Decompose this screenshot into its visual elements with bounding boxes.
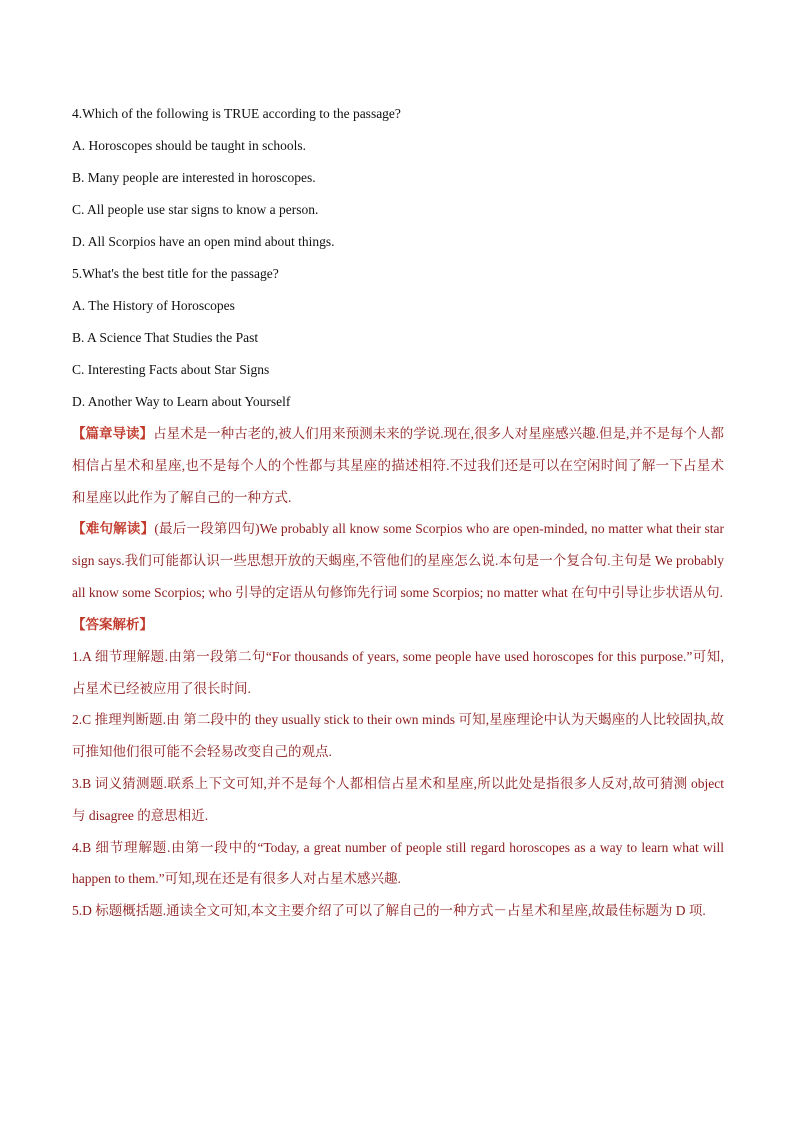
answer-2: 2.C 推理判断题.由 第二段中的 they usually stick to their own minds 可知,星座理论中认为天蝎座的人比较固执,故可推知他们很可能不会轻易改变自己的观点. [72,712,724,760]
guide-header: 【篇章导读】 [72,426,154,441]
difficult-text: (最后一段第四句)We probably all know some Scorpios who are open-minded, no matter what their star sign says.我们可能都认识一些思想开放的天蝎座,不管他们的星座怎么说.本句是一个复合句.主句是 We probably all know some Scorpios; who 引导的定语从句修饰先行词 some Scorpios; no matter what 在句中引导让步状语从句. [72,521,724,600]
answer-3: 3.B 词义猜测题.联系上下文可知,并不是每个人都相信占星术和星座,所以此处是指很多人反对,故可猜测 object 与 disagree 的意思相近. [72,775,724,823]
answers-header: 【答案解析】 [72,616,153,632]
document-page [72,98,724,927]
question-4-option-c: C. All people use star signs to know a person. [72,202,319,217]
question-5-option-d: D. Another Way to Learn about Yourself [72,394,291,409]
question-4-option-b: B. Many people are interested in horoscopes. [72,170,316,185]
question-5-option-a: A. The History of Horoscopes [72,298,235,313]
question-5-stem: 5.What's the best title for the passage? [72,266,279,281]
difficult-header: 【难句解读】 [72,521,155,537]
answer-1: 1.A 细节理解题.由第一段第二句“For thousands of years, some people have used horoscopes for this purpose.”可知,占星术已经被应用了很长时间. [72,648,724,696]
question-4-stem: 4.Which of the following is TRUE according to the passage? [72,106,401,121]
answer-5: 5.D 标题概括题.通读全文可知,本文主要介绍了可以了解自己的一种方式－占星术和星座,故最佳标题为 D 项. [72,903,706,919]
question-4-option-a: A. Horoscopes should be taught in schools. [72,138,306,153]
guide-section [72,418,724,513]
answers-header-line [72,609,724,641]
answer-4: 4.B 细节理解题.由第一段中的“Today, a great number of people still regard horoscopes as a way to learn what will happen to them.”可知,现在还是有很多人对占星术感兴趣. [72,839,724,887]
question-4-option-d: D. All Scorpios have an open mind about things. [72,234,335,249]
difficult-sentence-section [72,513,724,608]
question-5-option-c: C. Interesting Facts about Star Signs [72,362,270,377]
question-5-option-b: B. A Science That Studies the Past [72,330,259,345]
guide-text: 占星术是一种古老的,被人们用来预测未来的学说.现在,很多人对星座感兴趣.但是,并不是每个人都相信占星术和星座,也不是每个人的个性都与其星座的描述相符.不过我们还是可以在空闲时间了解一下占星术和星座以此作为了解自己的一种方式. [72,426,725,505]
